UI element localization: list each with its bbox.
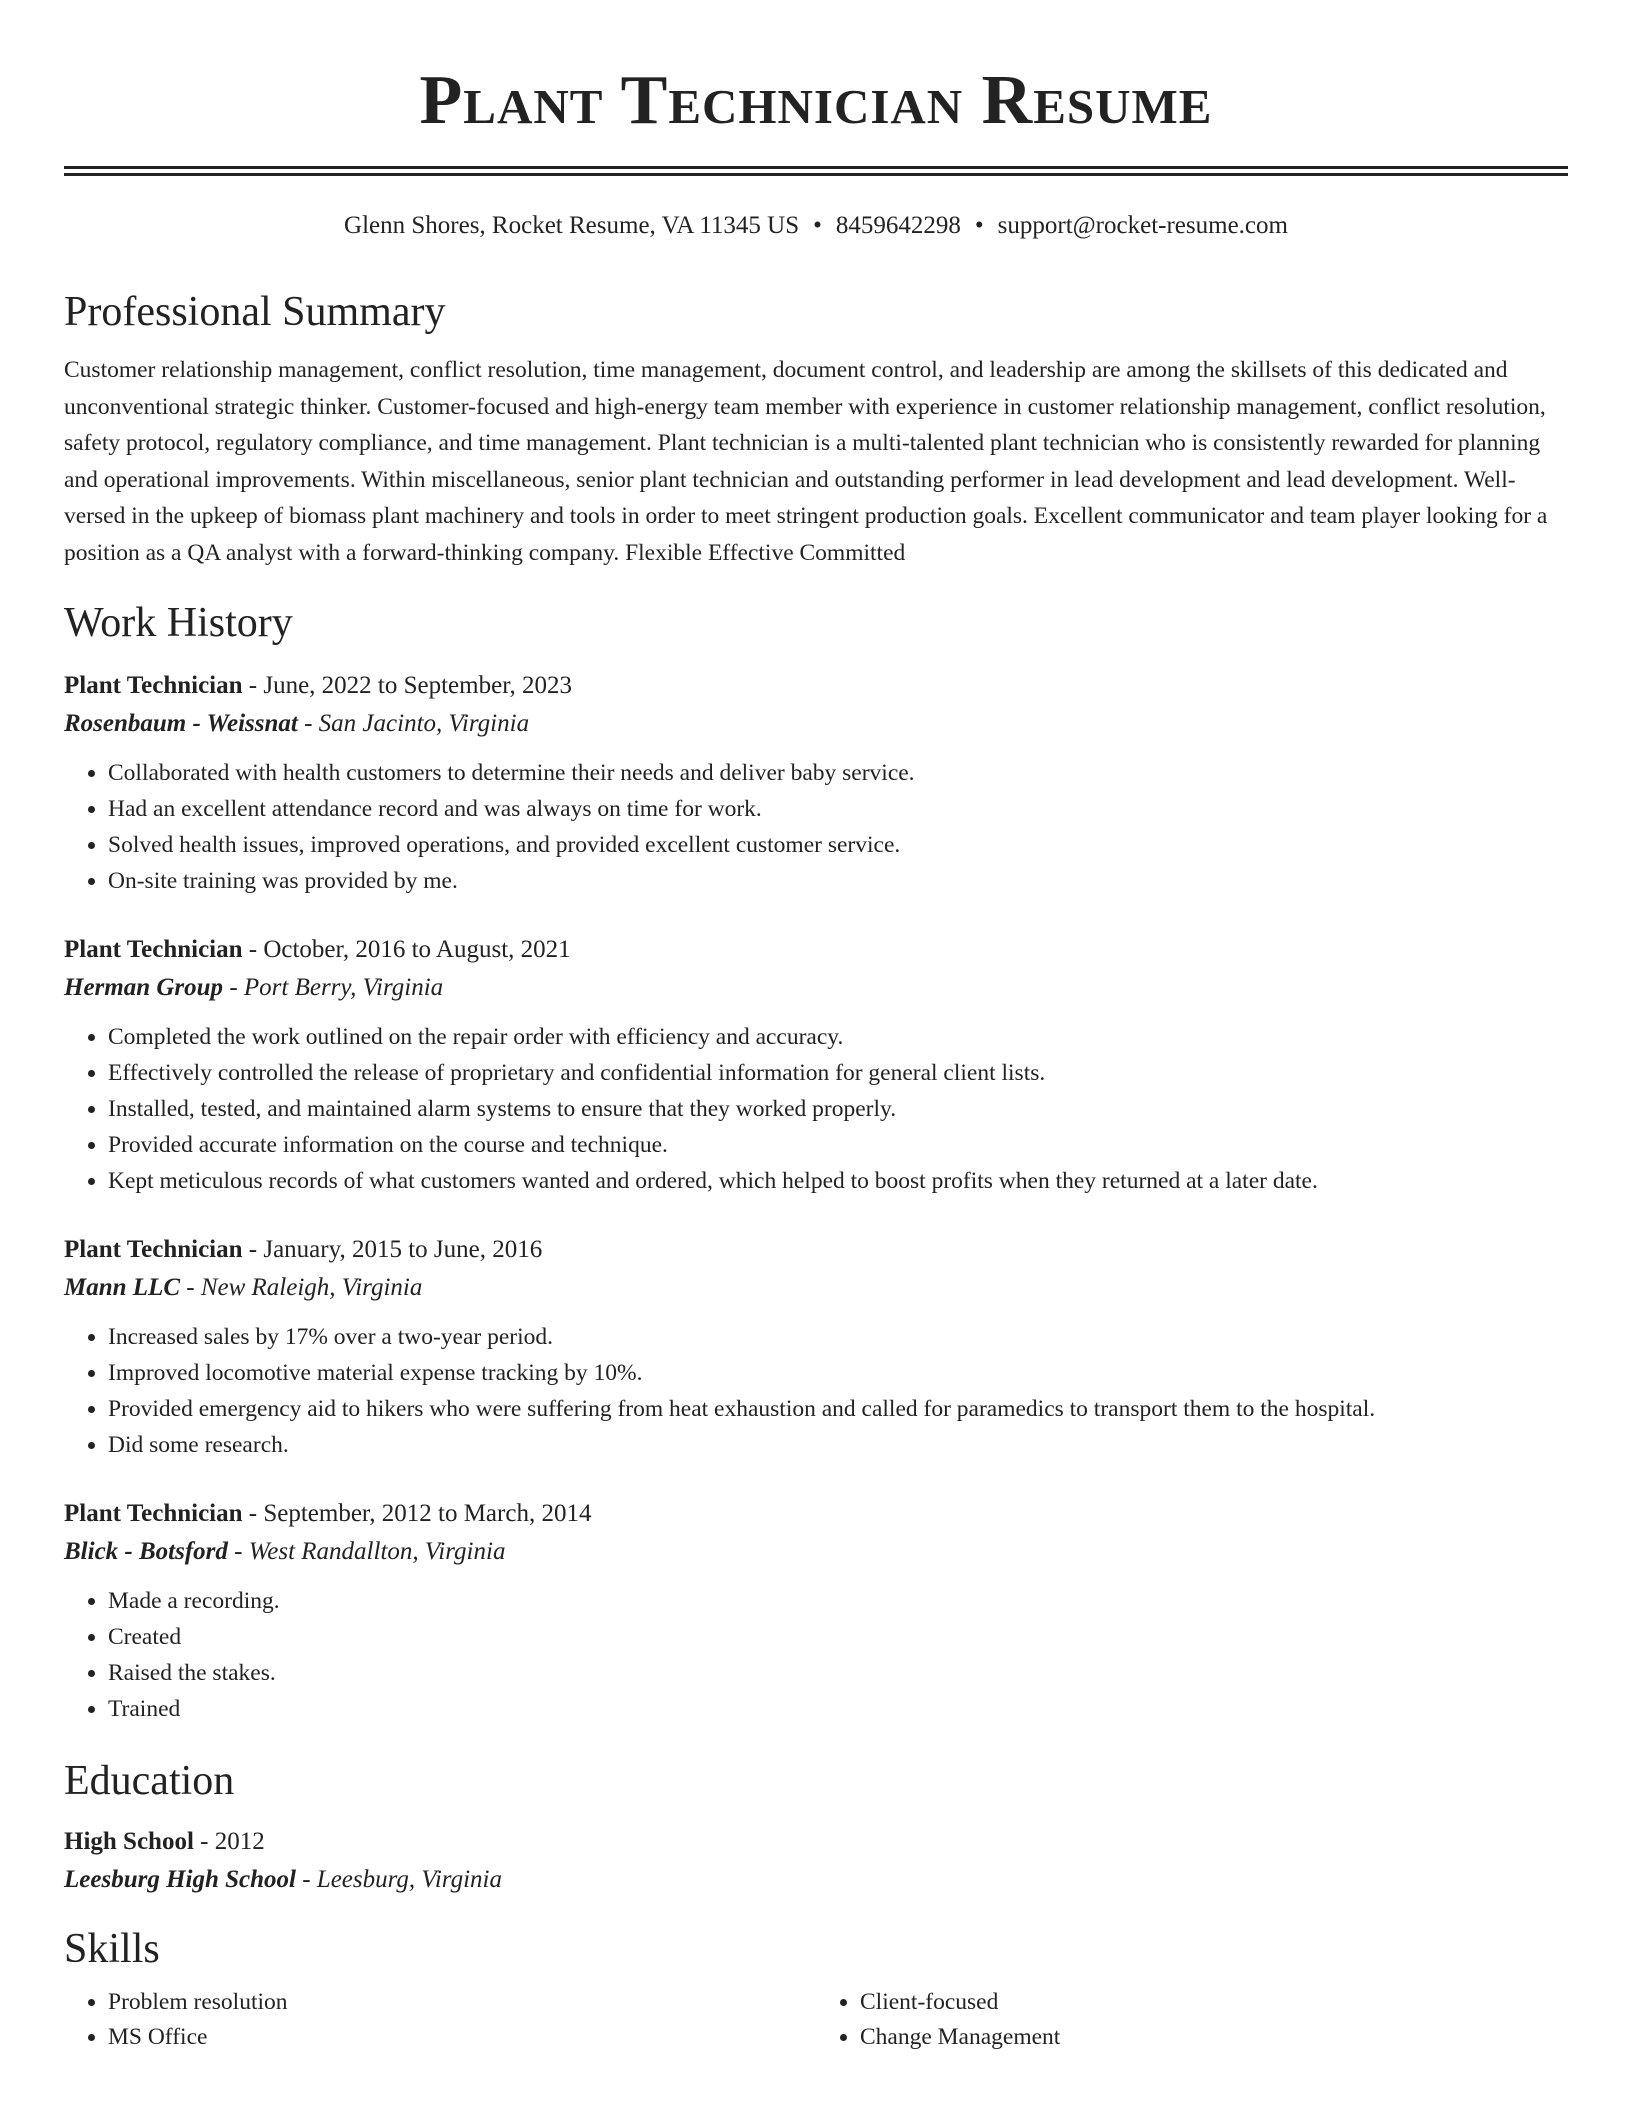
job-company: Rosenbaum - Weissnat [64, 710, 298, 737]
skill-item: • Change Management [860, 2020, 1568, 2055]
job-duties [64, 1583, 1568, 1727]
list-item: • Improved locomotive material expense tracking by 10%. [108, 1355, 1568, 1391]
education-school: Leesburg High School [64, 1866, 296, 1893]
list-item: • On-site training was provided by me. [108, 863, 1568, 899]
job-header [64, 1495, 1568, 1533]
summary-heading: Professional Summary [64, 289, 446, 335]
job-header [64, 1231, 1568, 1269]
list-item: • Solved health issues, improved operations, and provided excellent customer service. [108, 827, 1568, 863]
job-entry [64, 1231, 1568, 1463]
job-dates: - January, 2015 to June, 2016 [242, 1236, 543, 1263]
education-entry [64, 1823, 1568, 1899]
list-item: • Collaborated with health customers to determine their needs and deliver baby service. [108, 755, 1568, 791]
job-duties [64, 1319, 1568, 1463]
job-duties [64, 1019, 1568, 1199]
skill-item: • Client-focused [860, 1985, 1568, 2020]
education-header [64, 1823, 1568, 1861]
skills-column-right [816, 1985, 1568, 2055]
job-role: Plant Technician [64, 672, 243, 699]
job-dates: - June, 2022 to September, 2023 [242, 672, 573, 699]
job-dates: - October, 2016 to August, 2021 [242, 936, 571, 963]
list-item: • Made a recording. [108, 1583, 1568, 1619]
education-location: - Leesburg, Virginia [295, 1866, 502, 1893]
list-item: • Trained [108, 1691, 1568, 1727]
job-role: Plant Technician [64, 1500, 243, 1527]
title-divider [64, 166, 1568, 176]
contact-email: support@rocket-resume.com [997, 212, 1288, 239]
contact-separator: • [813, 212, 822, 239]
job-duties [64, 755, 1568, 899]
list-item: • Raised the stakes. [108, 1655, 1568, 1691]
page-title: Plant Technician Resume [419, 62, 1213, 139]
job-employer [64, 969, 1568, 1007]
job-employer [64, 1269, 1568, 1307]
work-history-heading: Work History [64, 600, 293, 646]
job-location: - West Randallton, Virginia [227, 1538, 506, 1565]
contact-separator: • [974, 212, 984, 239]
job-company: Mann LLC [64, 1274, 181, 1301]
list-item: • Created [108, 1619, 1568, 1655]
list-item: • Kept meticulous records of what customers wanted and ordered, which helped to boost profits when they returned at a later date. [108, 1163, 1568, 1199]
education-school-line [64, 1861, 1568, 1899]
skill-item: • MS Office [108, 2020, 816, 2055]
job-employer [64, 705, 1568, 743]
list-item: • Provided emergency aid to hikers who were suffering from heat exhaustion and called for paramedics to transport them to the hospital. [108, 1391, 1568, 1427]
job-entry [64, 931, 1568, 1199]
contact-phone: 8459642298 [835, 212, 961, 239]
contact-address: Glenn Shores, Rocket Resume, VA 11345 US [344, 212, 800, 239]
list-item: • Did some research. [108, 1427, 1568, 1463]
skills-list [64, 1985, 1568, 2055]
job-company: Blick - Botsford [64, 1538, 228, 1565]
summary-text: Customer relationship management, conflict resolution, time management, document control, and leadership are among the skillsets of this dedicated and unconventional strategic thinker. Customer-focused and high-energy team member with experience in customer relationship management, conflict resolution, safety protocol, regulatory compliance, and time management. Plant technician is a multi-talented plant technician who is consistently rewarded for planning and operational improvements. Within miscellaneous, senior plant technician and outstanding performer in lead development and lead development. Well-versed in the upkeep of biomass plant machinery and tools in order to meet stringent production goals. Excellent communicator and team player looking for a position as a QA analyst with a forward-thinking company. Flexible Effective Committed [64, 357, 1548, 566]
list-item: • Completed the work outlined on the repair order with efficiency and accuracy. [108, 1019, 1568, 1055]
education-degree: High School [64, 1828, 194, 1855]
list-item: • Effectively controlled the release of proprietary and confidential information for general client lists. [108, 1055, 1568, 1091]
education-heading: Education [64, 1758, 235, 1804]
job-dates: - September, 2012 to March, 2014 [242, 1500, 592, 1527]
resume-page [64, 0, 1568, 2055]
list-item: • Provided accurate information on the course and technique. [108, 1127, 1568, 1163]
job-company: Herman Group [64, 974, 224, 1001]
skills-column-left [64, 1985, 816, 2055]
job-employer [64, 1533, 1568, 1571]
job-location: - Port Berry, Virginia [223, 974, 444, 1001]
job-header [64, 931, 1568, 969]
skill-item: • Problem resolution [108, 1985, 816, 2020]
job-header [64, 667, 1568, 705]
education-year: - 2012 [193, 1828, 265, 1855]
job-location: - San Jacinto, Virginia [297, 710, 530, 737]
job-role: Plant Technician [64, 936, 243, 963]
job-entry [64, 1495, 1568, 1727]
job-location: - New Raleigh, Virginia [180, 1274, 423, 1301]
job-entry [64, 667, 1568, 899]
list-item: • Increased sales by 17% over a two-year period. [108, 1319, 1568, 1355]
list-item: • Had an excellent attendance record and was always on time for work. [108, 791, 1568, 827]
contact-line [64, 210, 1568, 242]
job-role: Plant Technician [64, 1236, 243, 1263]
list-item: • Installed, tested, and maintained alarm systems to ensure that they worked properly. [108, 1091, 1568, 1127]
skills-heading: Skills [64, 1926, 160, 1972]
